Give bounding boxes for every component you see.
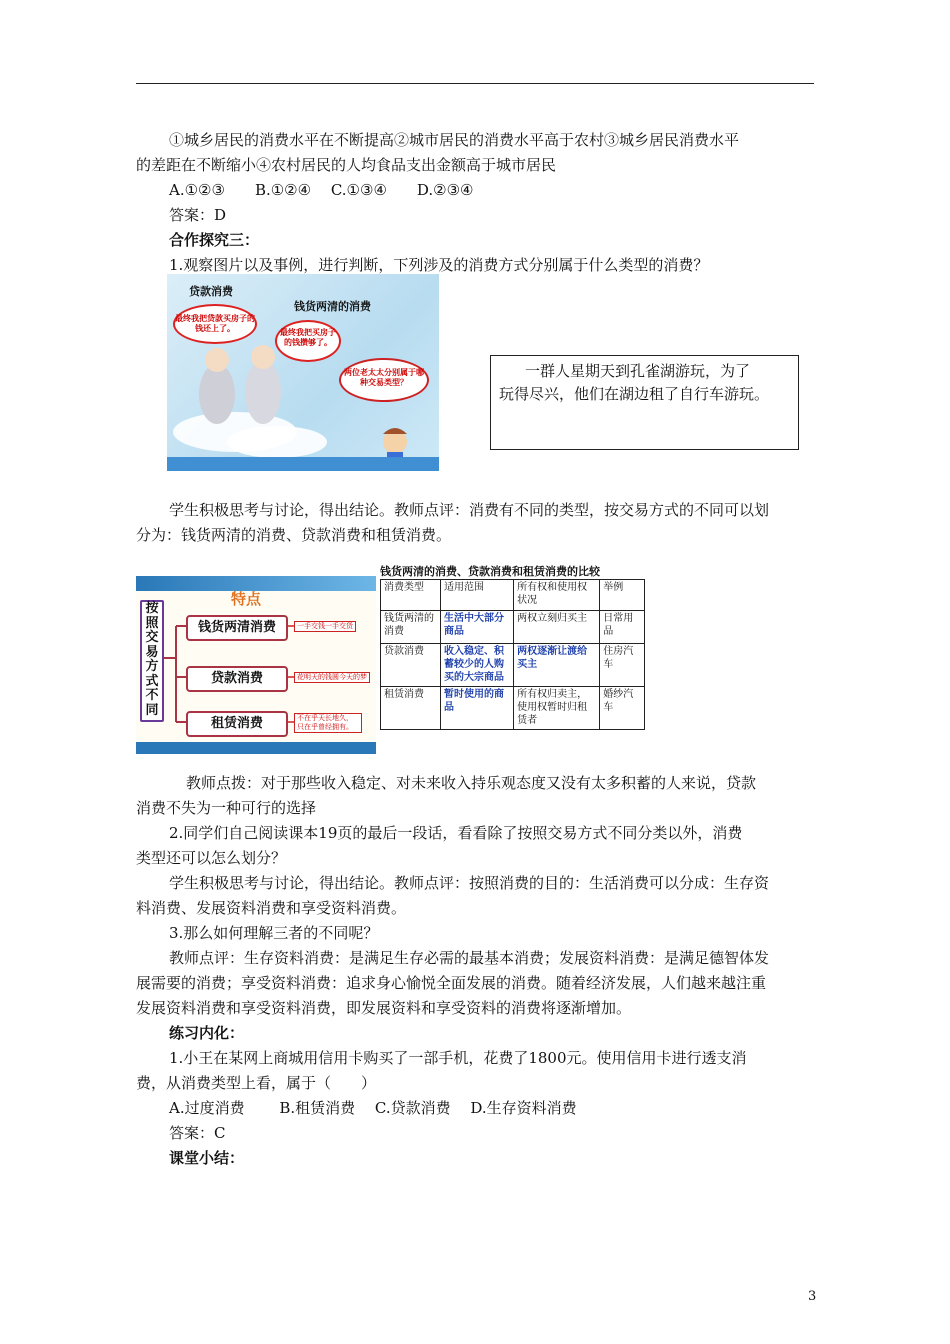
exercise-1-line1: 1.小王在某网上商城用信用卡购买了一部手机，花费了1800元。使用信用卡进行透支消 [169,1049,747,1067]
table-cell: 所有权归卖主，使用权暂时归租赁者 [514,687,600,730]
header-rule [136,83,814,84]
speech-bubble-question: 两位老太太分别属于哪种交易类型？ [339,358,429,402]
task-2-line1: 2.同学们自己阅读课本19页的最后一段话，看看除了按照交易方式不同分类以外，消费 [169,824,743,842]
comment-3-line2: 展需要的消费；享受资料消费：追求身心愉悦全面发展的消费。随着经济发展，人们越来越注重 [136,974,767,992]
table-cell: 两权逐渐让渡给买主 [514,644,600,687]
question-statement-line2: 的差距在不断缩小④农村居民的人均食品支出金额高于城市居民 [136,156,557,174]
example-line1: 一群人星期天到孔雀湖游玩，为了 [525,362,751,380]
header-cell: 举例 [600,580,645,611]
cartoon-figure [167,274,439,471]
category-loan-consumption: 贷款消费 [186,666,288,692]
table-header-row [381,580,645,611]
category-rental-consumption: 租赁消费 [186,711,288,737]
classification-diagram [136,576,376,754]
label-cash-consumption: 钱货两清的消费 [294,300,371,313]
task-1: 1.观察图片以及事例，进行判断，下列涉及的消费方式分别属于什么类型的消费？ [169,256,709,274]
table-cell: 住房汽车 [600,644,645,687]
note-cash: 一手交钱一手交货 [294,621,356,632]
comment-3-line1: 教师点评：生存资料消费：是满足生存必需的最基本消费；发展资料消费：是满足德智体发 [169,949,770,967]
question-statement-line1: ①城乡居民的消费水平在不断提高②城市居民的消费水平高于农村③城乡居民消费水平 [169,131,740,149]
conclusion-2-line1: 学生积极思考与讨论，得出结论。教师点评：按照消费的目的：生活消费可以分成：生存资 [169,874,770,892]
comparison-table [380,579,645,730]
question-answer: 答案：D [169,206,227,224]
speech-bubble-loan: 最终我把贷款买房子的钱还上了。 [173,304,257,344]
example-box [490,355,799,450]
header-cell: 所有权和使用权状况 [514,580,600,611]
table-cell: 钱货两清的消费 [381,611,441,644]
note-loan: 花明天的钱圆今天的梦 [294,672,370,683]
section-title-practice: 练习内化： [169,1024,245,1042]
table-row [381,644,645,687]
cartoon-illustration [167,274,439,471]
page-number: 3 [808,1289,817,1304]
section-title-summary: 课堂小结： [169,1149,245,1167]
section-title-cooperative-3: 合作探究三： [169,231,260,249]
diagram-vertical-label: 按照交易方式不同 [140,600,164,722]
teacher-tip-line2: 消费不失为一种可行的选择 [136,799,317,817]
task-2-line2: 类型还可以怎么划分？ [136,849,287,867]
table-row [381,611,645,644]
header-cell: 消费类型 [381,580,441,611]
comment-3-line3: 发展资料消费和享受资料消费，即发展资料和享受资料的消费将逐渐增加。 [136,999,632,1017]
conclusion-1-line1: 学生积极思考与讨论，得出结论。教师点评：消费有不同的类型，按交易方式的不同可以划 [169,501,770,519]
table-cell: 日常用品 [600,611,645,644]
figure-bottom-bar [167,457,439,471]
diagram-bottom-bar [136,742,376,754]
table-cell: 收入稳定、积蓄较少的人购买的大宗商品 [441,644,514,687]
label-loan-consumption: 贷款消费 [189,285,233,298]
exercise-1-answer: 答案：C [169,1124,226,1142]
speech-bubble-cash: 最终我把买房子的钱攒够了。 [275,320,341,362]
task-3: 3.那么如何理解三者的不同呢？ [169,924,379,942]
table-cell: 两权立刻归买主 [514,611,600,644]
exercise-1-options: A.过度消费 B.租赁消费 C.贷款消费 D.生存资料消费 [169,1099,577,1117]
table-row [381,687,645,730]
conclusion-1-line2: 分为：钱货两清的消费、贷款消费和租赁消费。 [136,526,452,544]
comparison-caption: 钱货两清的消费、贷款消费和租赁消费的比较 [380,565,600,578]
table-cell: 贷款消费 [381,644,441,687]
question-options: A.①②③ B.①②④ C.①③④ D.②③④ [169,181,474,199]
header-cell: 适用范围 [441,580,514,611]
teacher-tip-line1: 教师点拨：对于那些收入稳定、对未来收入持乐观态度又没有太多积蓄的人来说，贷款 [186,774,757,792]
table-cell: 租赁消费 [381,687,441,730]
table-cell: 婚纱汽车 [600,687,645,730]
exercise-1-line2: 费，从消费类型上看，属于（ ） [136,1074,377,1092]
diagram-title: 特点 [231,590,262,608]
category-cash-consumption: 钱货两清消费 [186,615,288,641]
conclusion-2-line2: 料消费、发展资料消费和享受资料消费。 [136,899,407,917]
table-cell: 暂时使用的商品 [441,687,514,730]
example-line2: 玩得尽兴，他们在湖边租了自行车游玩。 [499,385,770,403]
table-cell: 生活中大部分商品 [441,611,514,644]
note-rental: 不在乎天长地久，只在乎曾经拥有。 [294,713,362,733]
